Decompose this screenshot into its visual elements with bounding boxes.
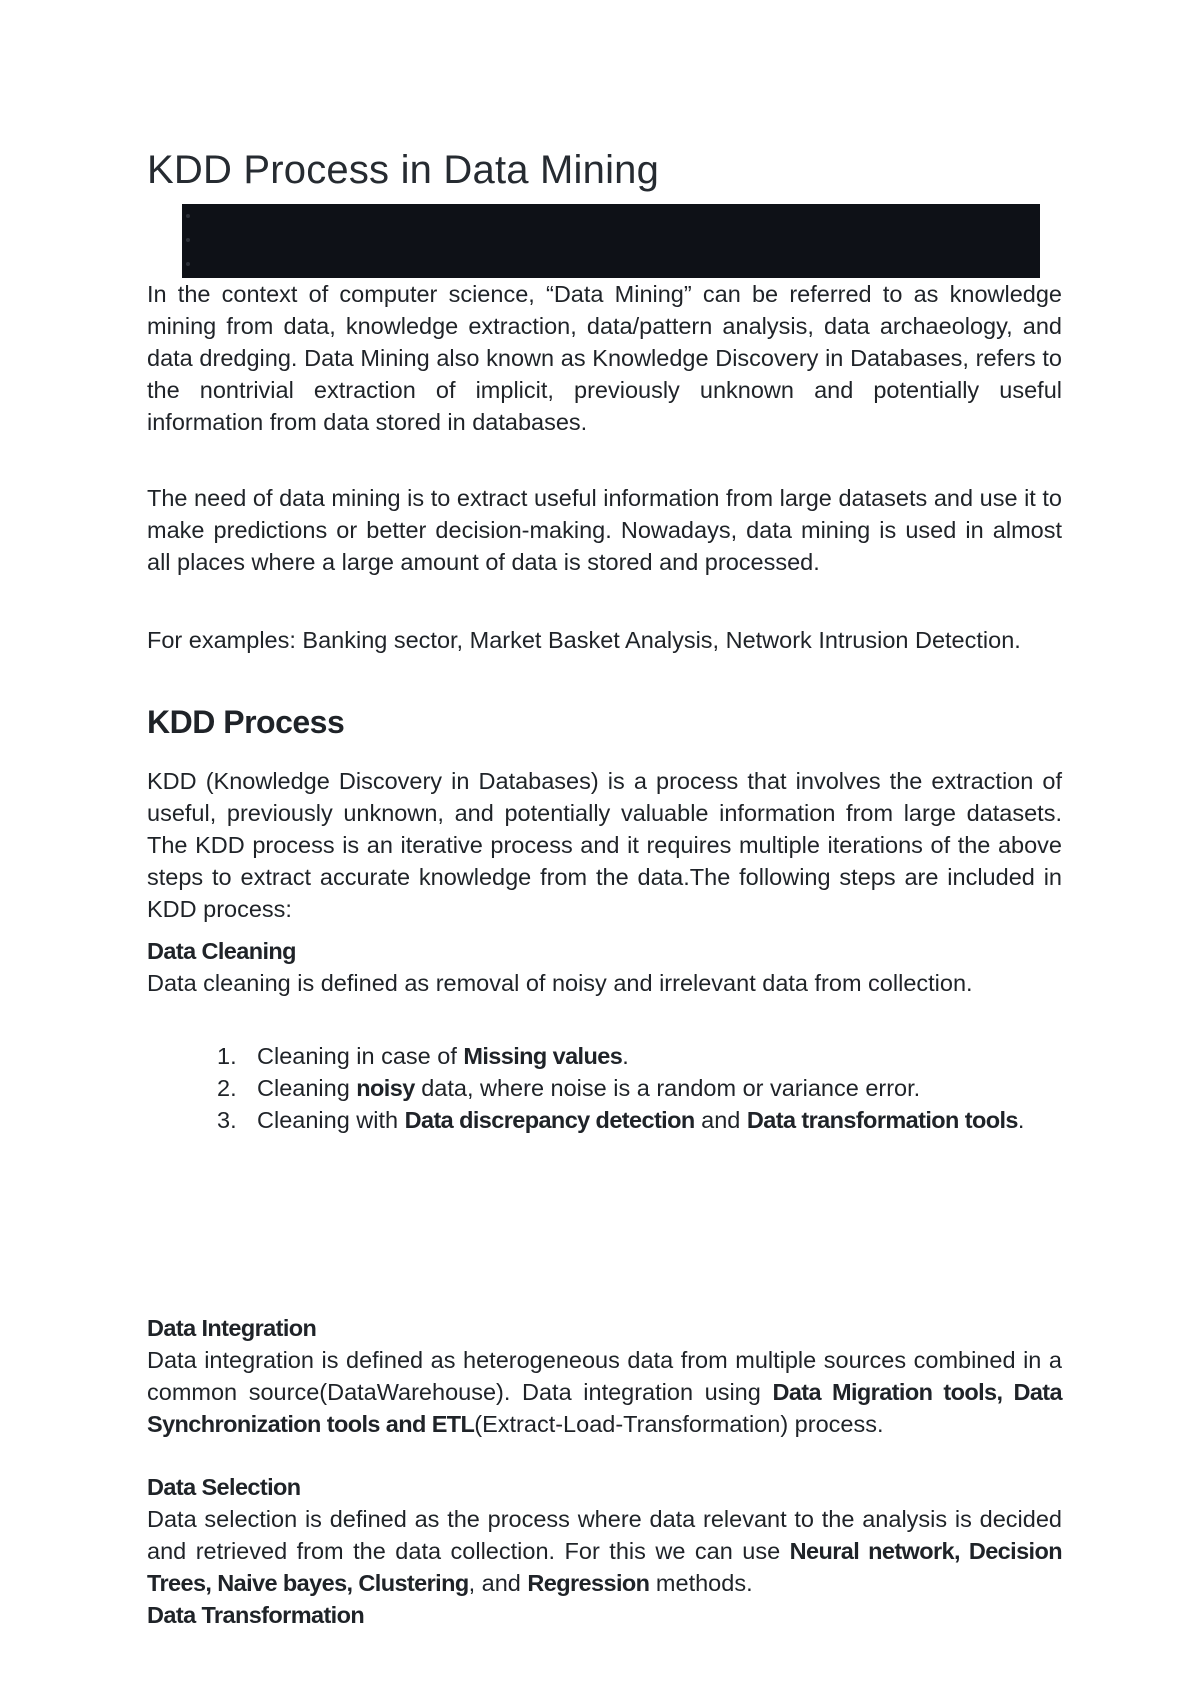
redacted-block <box>182 204 1040 278</box>
list-number: 1. <box>217 1043 237 1069</box>
data-selection-heading: Data Selection <box>147 1474 301 1500</box>
list-number: 2. <box>217 1075 237 1101</box>
data-transformation-heading: Data Transformation <box>147 1602 365 1628</box>
list-text: and <box>694 1107 747 1133</box>
list-bold-text: Missing values <box>463 1043 623 1069</box>
paragraph-bold-text: Neural network, Decision Trees, Naive bayes, Clustering <box>147 1538 1062 1596</box>
paragraph-text: Data integration is defined as heterogeneous data from multiple sources combined in a common source(DataWarehouse). Data integration using <box>147 1347 1062 1405</box>
intro-paragraph: In the context of computer science, “Data Mining” can be referred to as knowledge mining from data, knowledge extraction, data/pattern analysis, data archaeology, and data dredging. Data Mining also known as Knowledge Discovery in Databases, refers to the nontrivial extraction of implicit, previously unknown and potentially useful information from data stored in databases. <box>147 281 1062 435</box>
list-text: . <box>622 1043 629 1069</box>
kdd-intro-paragraph: KDD (Knowledge Discovery in Databases) is a process that involves the extraction of useful, previously unknown, and potentially valuable information from large datasets. The KDD process is an iterative process and it requires multiple iterations of the above steps to extract accurate knowledge from the data.The following steps are included in KDD process: <box>147 768 1062 922</box>
list-item <box>217 1104 1062 1136</box>
bullet-icon <box>186 262 190 266</box>
document-page <box>147 140 1062 1628</box>
paragraph-text: methods. <box>649 1570 753 1596</box>
list-number: 3. <box>217 1107 237 1133</box>
data-cleaning-paragraph: Data cleaning is defined as removal of noisy and irrelevant data from collection. <box>147 970 973 996</box>
data-integration-heading: Data Integration <box>147 1315 317 1341</box>
cleaning-steps-list <box>217 1040 1062 1136</box>
bullet-icon <box>186 214 190 218</box>
kdd-process-heading: KDD Process <box>147 704 345 740</box>
list-text: Cleaning with <box>257 1107 405 1133</box>
list-text: Cleaning in case of <box>257 1043 464 1069</box>
paragraph-bold-text: Data Migration tools, Data Synchronization tools and ETL <box>147 1379 1062 1437</box>
data-integration-paragraph <box>147 1344 1062 1440</box>
examples-paragraph: For examples: Banking sector, Market Basket Analysis, Network Intrusion Detection. <box>147 627 1021 653</box>
list-item <box>217 1072 1062 1104</box>
list-bold-text: Data transformation tools <box>746 1107 1018 1133</box>
page-title: KDD Process in Data Mining <box>147 148 660 192</box>
list-bold-text: noisy <box>356 1075 415 1101</box>
list-text: . <box>1017 1107 1025 1133</box>
paragraph-text: , and <box>468 1570 528 1596</box>
list-item <box>217 1040 1062 1072</box>
need-paragraph: The need of data mining is to extract useful information from large datasets and use it to make predictions or better decision-making. Nowadays, data mining is used in almost all places where a large amount of data is stored and processed. <box>147 485 1062 575</box>
paragraph-text: (Extract-Load-Transformation) process. <box>474 1411 884 1437</box>
list-text: Cleaning <box>257 1075 357 1101</box>
paragraph-bold-text: Regression <box>527 1570 650 1596</box>
paragraph-text: Data selection is defined as the process where data relevant to the analysis is decided and retrieved from the data collection. For this we can use <box>147 1506 1062 1564</box>
data-selection-paragraph <box>147 1503 1062 1599</box>
data-cleaning-heading: Data Cleaning <box>147 938 296 964</box>
bullet-icon <box>186 238 190 242</box>
list-text: data, where noise is a random or variance error. <box>414 1075 921 1101</box>
list-bold-text: Data discrepancy detection <box>404 1107 695 1133</box>
